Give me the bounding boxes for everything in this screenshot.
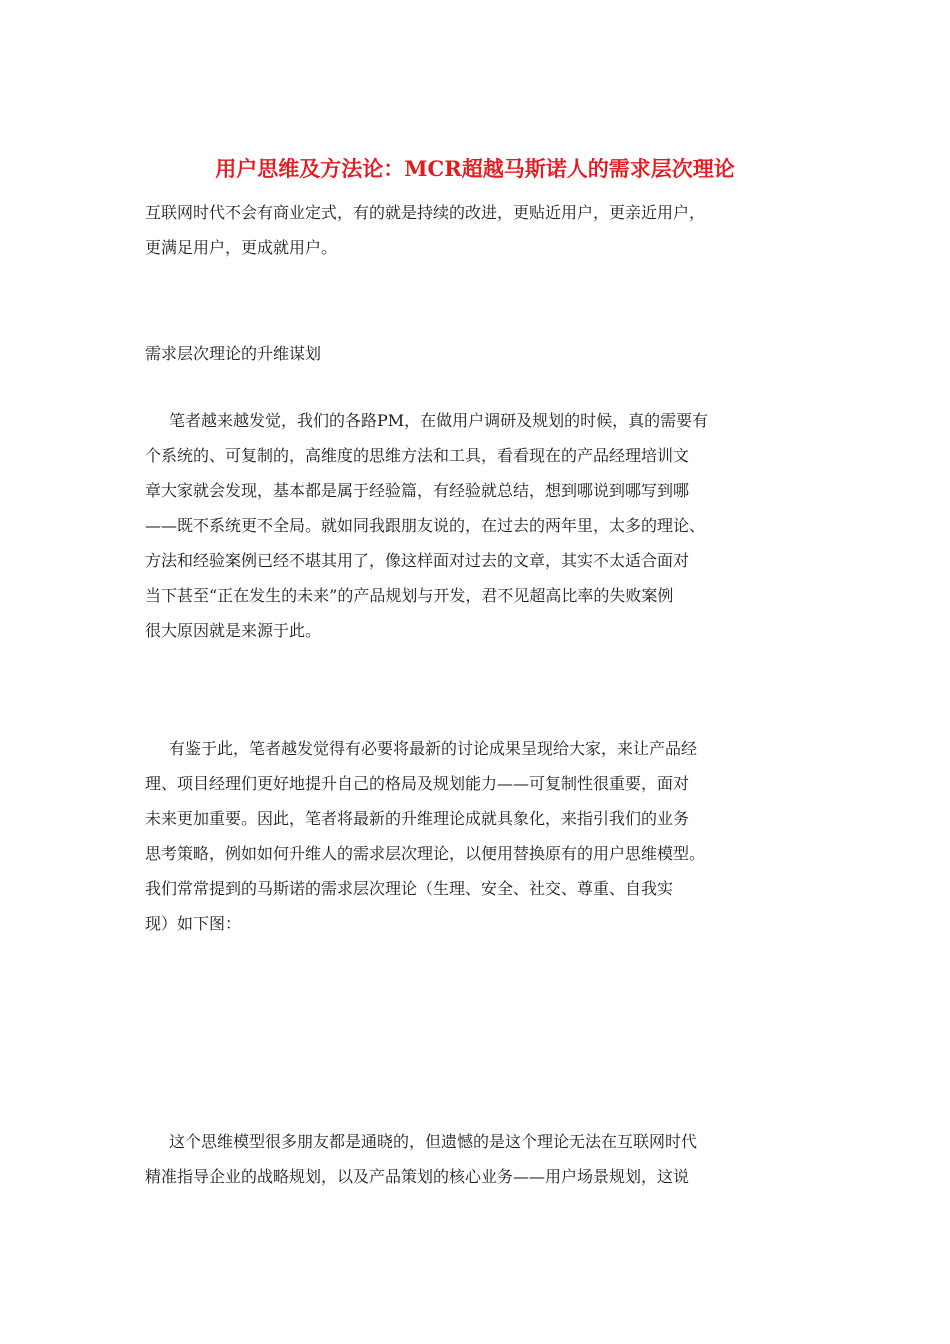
paragraph-line: 现）如下图： [145,914,242,933]
intro-line: 互联网时代不会有商业定式，有的就是持续的改进，更贴近用户，更亲近用户， [145,203,706,222]
body-paragraph-3 [145,1124,813,1194]
paragraph-line: 个系统的、可复制的，高维度的思维方法和工具，看看现在的产品经理培训文 [145,446,690,465]
article-title: 用户思维及方法论：MCR超越马斯诺人的需求层次理论 [215,156,735,181]
paragraph-line: 这个思维模型很多朋友都是通晓的，但遗憾的是这个理论无法在互联网时代 [169,1132,698,1151]
paragraph-line: 理、项目经理们更好地提升自己的格局及规划能力——可复制性很重要，面对 [145,774,690,793]
body-paragraph-2 [145,731,813,941]
paragraph-line: 未来更加重要。因此，笔者将最新的升维理论成就具象化，来指引我们的业务 [145,809,690,828]
intro-paragraph [145,195,813,265]
paragraph-line: 我们常常提到的马斯诺的需求层次理论（生理、安全、社交、尊重、自我实 [145,879,674,898]
intro-line: 更满足用户，更成就用户。 [145,238,338,257]
body-paragraph-1 [145,403,813,648]
paragraph-line: 很大原因就是来源于此。 [145,621,322,640]
section-heading: 需求层次理论的升维谋划 [145,344,322,363]
paragraph-line: ——既不系统更不全局。就如同我跟朋友说的，在过去的两年里，太多的理论、 [145,516,706,535]
paragraph-line: 当下甚至“正在发生的未来”的产品规划与开发，君不见超高比率的失败案例 [145,586,674,605]
paragraph-line: 精准指导企业的战略规划，以及产品策划的核心业务——用户场景规划，这说 [145,1167,690,1186]
paragraph-line: 笔者越来越发觉，我们的各路PM，在做用户调研及规划的时候，真的需要有 [169,411,709,430]
paragraph-line: 有鉴于此，笔者越发觉得有必要将最新的讨论成果呈现给大家，来让产品经 [169,739,698,758]
paragraph-line: 方法和经验案例已经不堪其用了，像这样面对过去的文章，其实不太适合面对 [145,551,690,570]
paragraph-line: 思考策略，例如如何升维人的需求层次理论，以便用替换原有的用户思维模型。 [145,844,706,863]
paragraph-line: 章大家就会发现，基本都是属于经验篇，有经验就总结，想到哪说到哪写到哪 [145,481,690,500]
